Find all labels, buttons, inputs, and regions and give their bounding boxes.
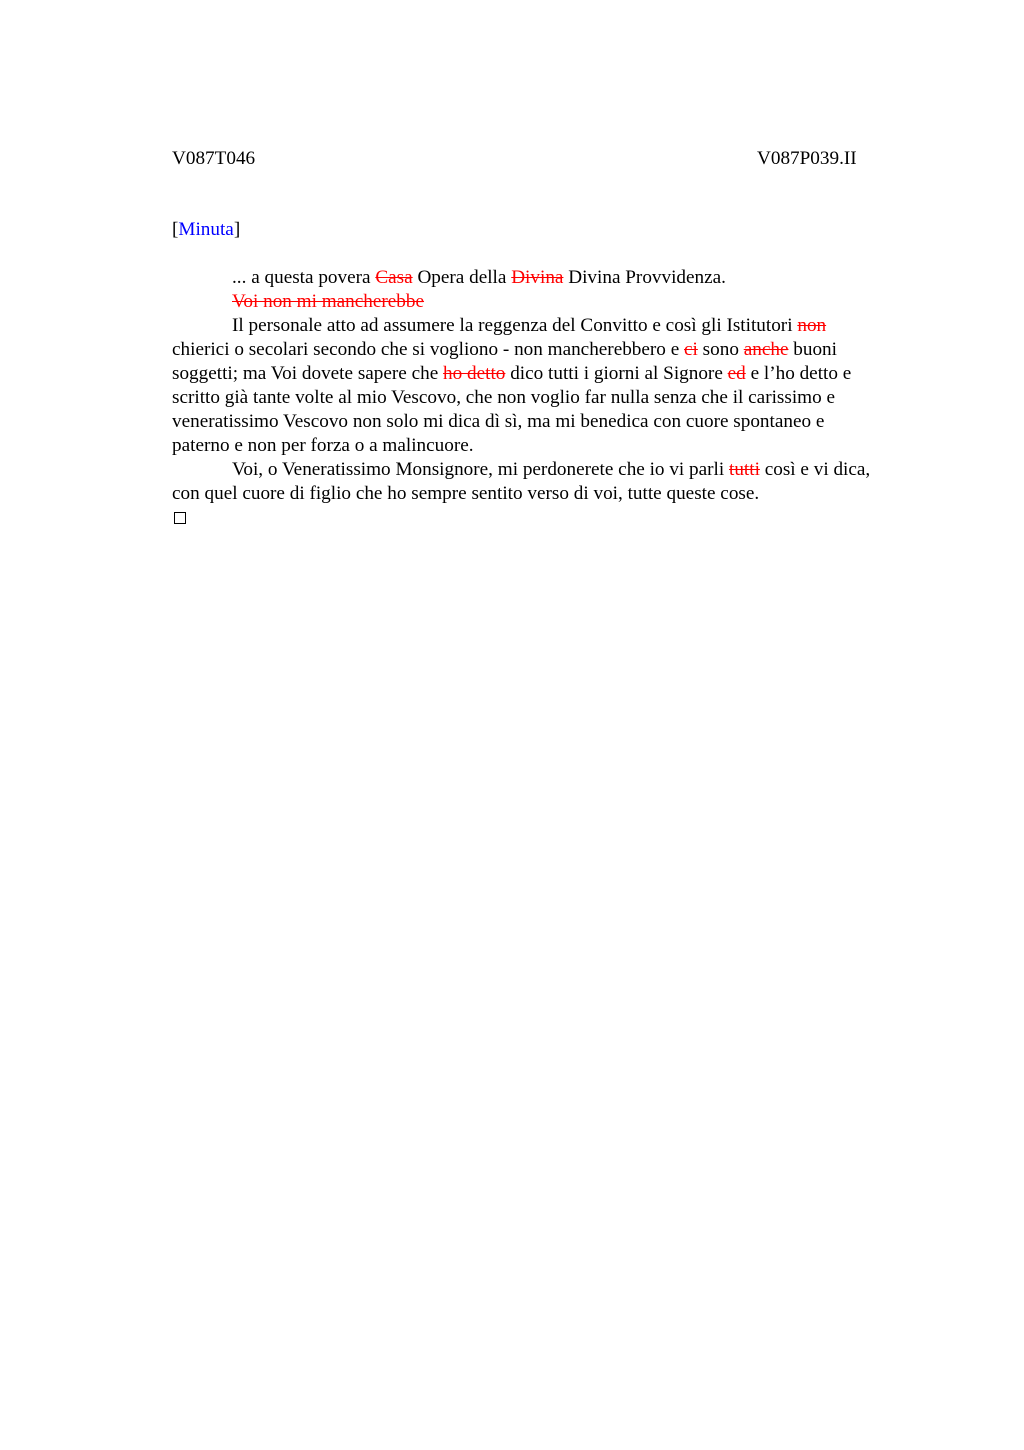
letter-body [172, 266, 932, 531]
minuta-label [172, 218, 240, 242]
deleted-text: Voi non mi mancherebbe [232, 291, 425, 312]
text-run: Il personale atto ad assumere la reggenza del Convitto e così gli Istitutori [232, 315, 798, 336]
text-run: Voi, o Veneratissimo Monsignore, mi perdonerete che io vi parli [232, 459, 729, 480]
empty-square-icon [174, 512, 186, 524]
paragraph-3-line-3 [172, 362, 932, 386]
paragraph-3-line-1 [172, 314, 932, 338]
text-run: ... a questa povera [232, 267, 376, 288]
text-run: dico tutti i giorni al Signore [505, 363, 728, 384]
deleted-text: ci [684, 339, 698, 360]
text-run: buoni [788, 339, 837, 360]
end-marker [172, 506, 932, 531]
document-code-left: V087T046 [172, 148, 256, 169]
deleted-text: Divina [511, 267, 564, 288]
deleted-text: Casa [375, 267, 413, 288]
text-run: chierici o secolari secondo che si vogliono - non mancherebbero e [172, 339, 685, 360]
paragraph-3-line-2 [172, 338, 932, 362]
deleted-text: tutti [729, 459, 760, 480]
paragraph-3-line-5: veneratissimo Vescovo non solo mi dica dì sì, ma mi benedica con cuore spontaneo e [172, 411, 825, 432]
deleted-text: ho detto [443, 363, 506, 384]
minuta-open-bracket: [ [172, 219, 179, 240]
minuta-close-bracket: ] [233, 219, 241, 240]
text-run: soggetti; ma Voi dovete sapere che [172, 363, 444, 384]
paragraph-2 [172, 290, 932, 314]
paragraph-4-line-2: con quel cuore di figlio che ho sempre sentito verso di voi, tutte queste cose. [172, 483, 760, 504]
paragraph-3-line-6: paterno e non per forza o a malincuore. [172, 435, 474, 456]
text-run: e l’ho detto e [745, 363, 852, 384]
paragraph-4-line-1 [172, 458, 932, 482]
text-run: così e vi dica, [759, 459, 871, 480]
deleted-text: non [797, 315, 827, 336]
text-run: sono [697, 339, 744, 360]
paragraph-1 [172, 266, 932, 290]
text-run: Opera della [412, 267, 512, 288]
text-run: Divina Provvidenza. [563, 267, 726, 288]
minuta-link[interactable]: Minuta [178, 219, 234, 240]
document-code-right: V087P039.II [757, 148, 857, 169]
deleted-text: anche [743, 339, 789, 360]
paragraph-3-line-4: scritto già tante volte al mio Vescovo, che non voglio far nulla senza che il carissimo e [172, 387, 836, 408]
deleted-text: ed [727, 363, 746, 384]
